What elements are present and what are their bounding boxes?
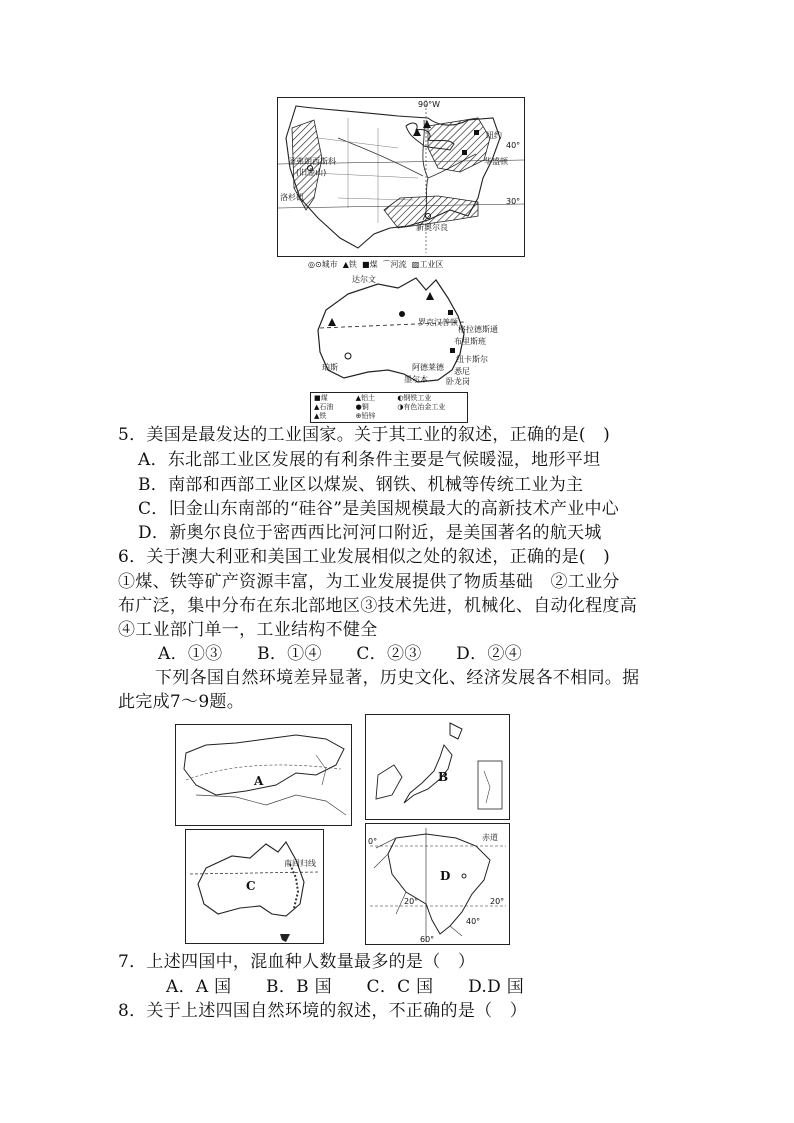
city-ny-label: 纽约	[486, 131, 502, 140]
legend-item: ▲铁	[342, 260, 357, 269]
map-country-c	[185, 829, 324, 944]
perth-label: 珀斯	[322, 363, 338, 372]
legend-item: ▲石油	[314, 403, 334, 411]
d-20b-label: 20°	[490, 897, 505, 906]
city-no-label: 新奥尔良	[416, 223, 448, 232]
legend-item: ▨工业区	[411, 260, 444, 269]
map-country-b	[365, 714, 510, 820]
q7-options: A．A 国 B．B 国 C．C 国 D.D 国	[166, 977, 525, 997]
q6-line-2: 布广泛，集中分布在东北部地区③技术先进，机械化、自动化程度高	[118, 596, 637, 616]
industrial-zone-northeast	[428, 118, 490, 172]
melbourne-label: 墨尔本	[404, 375, 428, 384]
q6-stem: 6．关于澳大利亚和美国工业发展相似之处的叙述，正确的是( )	[118, 547, 611, 567]
country-b-label: B	[438, 770, 449, 784]
q5-option-c: C．旧金山东南部的“硅谷”是美国规模最大的高新技术产业中心	[138, 499, 620, 519]
legend-item: ■煤	[314, 394, 328, 402]
iron-icon	[328, 318, 336, 326]
adelaide-label: 阿德莱德	[412, 363, 444, 372]
q5-option-d: D．新奥尔良位于密西西比河河口附近，是美国著名的航天城	[138, 523, 602, 543]
map-country-d	[365, 823, 510, 945]
steel-icon	[345, 353, 351, 359]
q5-stem: 5．美国是最发达的工业国家。关于其工业的叙述，正确的是( )	[118, 425, 611, 445]
d-equator-label: 赤道	[482, 833, 498, 842]
q5-option-b: B．南部和西部工业区以煤炭、钢铁、机械等传统工业为主	[138, 475, 584, 495]
lat-30-label: 30°	[506, 197, 521, 206]
q6-line-3: ④工业部门单一，工业结构不健全	[118, 620, 378, 640]
lat-40-label: 40°	[506, 141, 521, 150]
missouri-river	[338, 138, 423, 176]
legend-item: ■煤	[362, 260, 378, 269]
legend-item: ◎⊙城市	[308, 260, 338, 269]
legend-item: ●铜	[355, 403, 369, 411]
coal-icon	[450, 348, 455, 353]
coal-icon	[462, 150, 467, 155]
coal-icon	[474, 130, 479, 135]
australia-legend	[310, 392, 468, 423]
q7-stem: 7．上述四国中，混血种人数量最多的是（ ）	[118, 952, 476, 972]
usa-map-svg	[278, 98, 524, 256]
q8-stem: 8．关于上述四国自然环境的叙述，不正确的是（ ）	[118, 1001, 528, 1021]
bauxite-icon	[426, 292, 434, 300]
meridian-label: 90°W	[418, 100, 441, 109]
sydney-label: 悉尼	[454, 367, 470, 376]
city-sf-label: 圣弗朗西斯科	[288, 157, 336, 166]
d-20a-label: 20°	[404, 897, 419, 906]
country-a-label: A	[254, 774, 264, 788]
intro-line-1: 下列各国自然环境差异显著，历史文化、经济发展各不相同。据	[155, 668, 640, 688]
coal-icon	[448, 310, 453, 315]
legend-item: ◐钢铁工业	[397, 394, 432, 402]
darwin-label: 达尔文	[352, 275, 376, 284]
rockhampton-label: 罗克汉普顿	[418, 318, 458, 327]
country-d-label: D	[440, 869, 451, 883]
legend-item: ⌒河流	[382, 260, 407, 269]
legend-item: ⊕铅锌	[355, 412, 376, 420]
legend-item: ◑有色冶金工业	[397, 403, 446, 411]
q5-option-a: A．东北部工业区发展的有利条件主要是气候暖湿，地形平坦	[138, 450, 601, 470]
city-wash-label: 华盛顿	[484, 157, 508, 166]
usa-legend	[308, 259, 508, 270]
wollongong-label: 卧龙岗	[446, 377, 470, 386]
c-tropic-label: 南回归线	[284, 859, 316, 868]
gladstone-label: 格拉德斯通	[458, 325, 498, 334]
legend-item: ▲铁	[314, 412, 327, 420]
q6-options: A．①③ B．①④ C．②③ D．②④	[158, 644, 523, 664]
map-country-a	[175, 724, 352, 826]
copper-icon	[399, 311, 405, 317]
brisbane-label: 布里斯班	[454, 337, 486, 346]
intro-line-2: 此完成7～9题。	[118, 692, 245, 712]
d-0-label: 0°	[368, 837, 378, 846]
legend-item: ▲铝土	[355, 394, 376, 402]
q6-line-1: ①煤、铁等矿产资源丰富，为工业发展提供了物质基础 ②工业分	[118, 572, 620, 592]
city-la-label: 洛杉矶	[280, 193, 304, 202]
d-60-label: 60°	[420, 935, 435, 944]
usa-industry-map	[277, 97, 525, 257]
d-40-label: 40°	[466, 917, 481, 926]
newcastle-label: 纽卡斯尔	[456, 355, 488, 364]
country-c-label: C	[246, 879, 256, 893]
city-sf-alt-label: (旧金山)	[296, 168, 327, 177]
